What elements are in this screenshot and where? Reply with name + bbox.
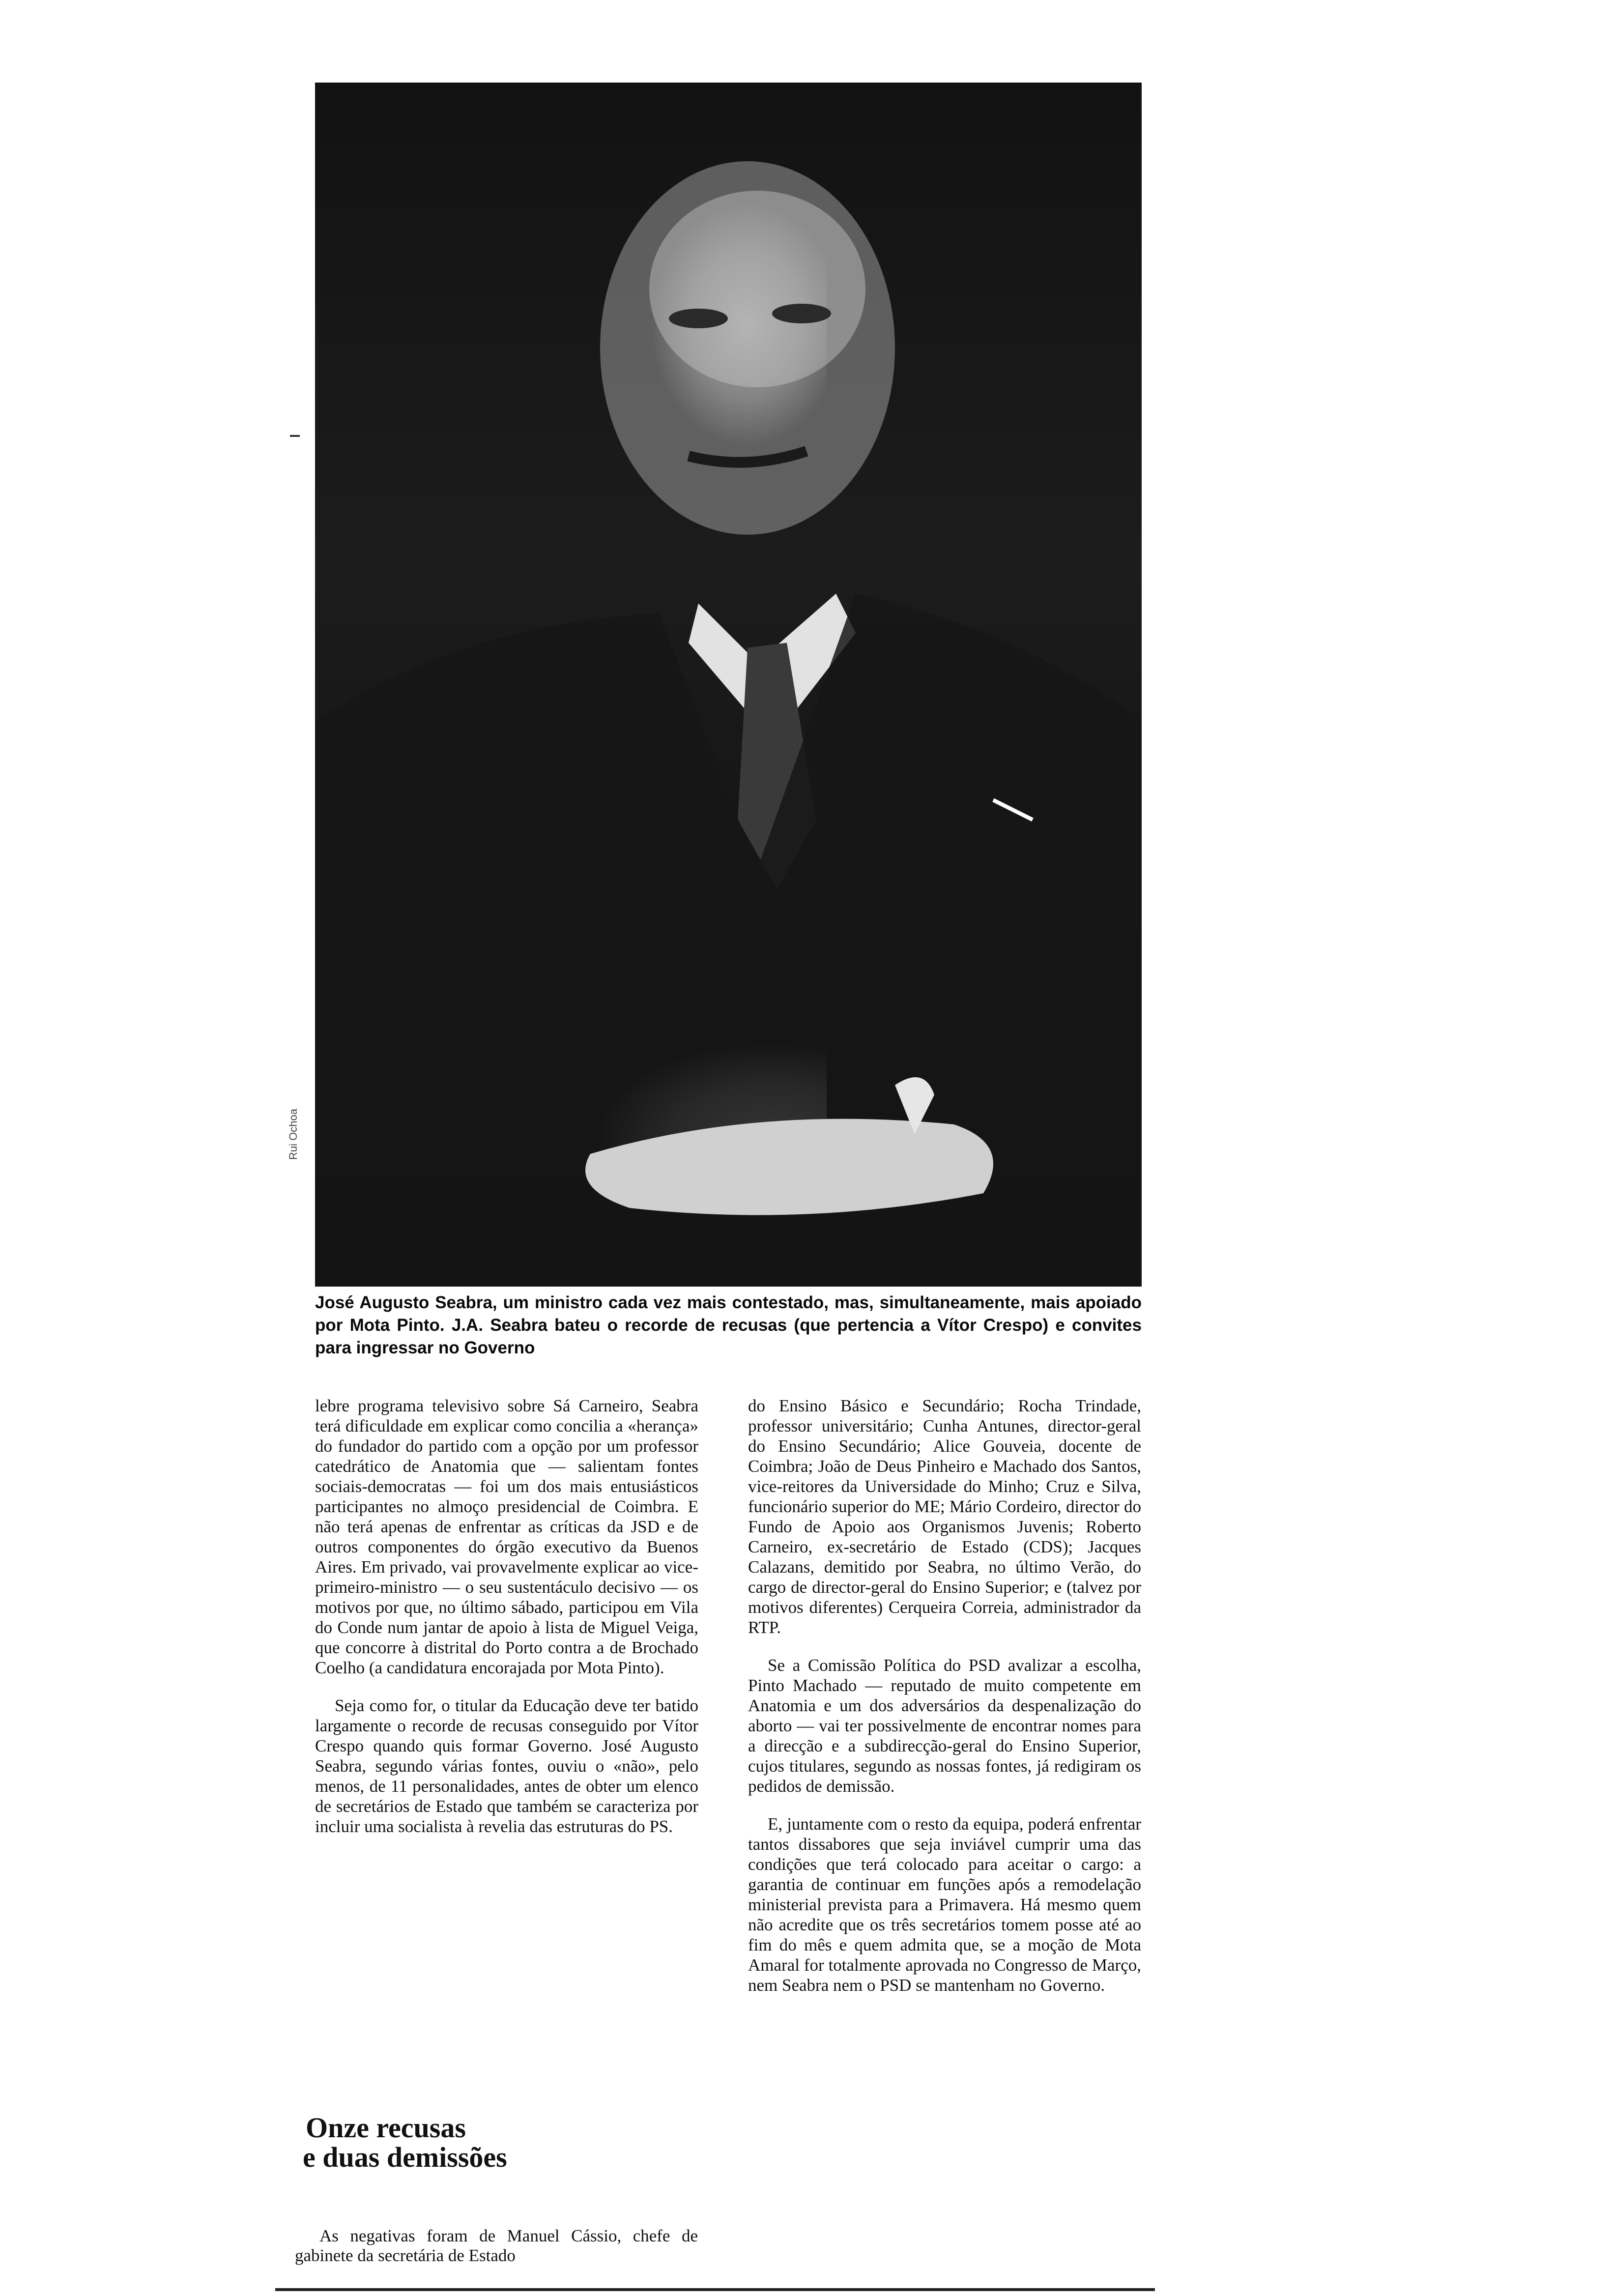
portrait-photo xyxy=(315,83,1142,1287)
article-paragraph: Se a Comissão Política do PSD avalizar a escolha, Pinto Machado — reputado de muito competente em Anatomia e um dos adversários da despenalização do aborto — vai ter possivelmente de encontrar nomes para a direcção e a subdirecção-geral do Ensino Superior, cujos titulares, segundo as nossas fontes, já redigiram os pedidos de demissão. xyxy=(748,1656,1141,1796)
article-column-right xyxy=(748,1396,1141,2013)
article-paragraph: lebre programa televisivo sobre Sá Carneiro, Seabra terá dificuldade em explicar como concilia a «herança» do fundador do partido com a opção por um professor catedrático de Anatomia que — salientam fontes sociais-democratas — foi um dos mais entusiásticos participantes no almoço presidencial de Coimbra. E não terá apenas de enfrentar as críticas da JSD e de outros componentes do órgão executivo da Buenos Aires. Em privado, vai provavelmente explicar ao vice-primeiro-ministro — o seu sustentáculo decisivo — os motivos por que, no último sábado, participou em Vila do Conde num jantar de apoio à lista de Miguel Veiga, que concorre à distrital do Porto contra a de Brochado Coelho (a candidatura encorajada por Mota Pinto). xyxy=(315,1396,698,1677)
photo-caption: José Augusto Seabra, um ministro cada vez mais contestado, mas, simultaneamente, mais apoiado por Mota Pinto. J.A. Seabra bateu o recorde de recusas (que pertencia a Vítor Crespo) e convites para ingressar no Governo xyxy=(315,1293,1142,1357)
subheading-line-2: e duas demissões xyxy=(303,2141,507,2173)
article-column-left xyxy=(315,1396,698,1854)
photo-credit: Rui Ochoa xyxy=(287,1109,299,1160)
article-paragraph: As negativas foram de Manuel Cássio, chefe de gabinete da secretária de Estado xyxy=(295,2226,698,2265)
forehead-highlight xyxy=(649,191,865,387)
article-paragraph: E, juntamente com o resto da equipa, poderá enfrentar tantos dissabores que seja inviável cumprir uma das condições que terá colocado para aceitar o cargo: a garantia de continuar em funções após a remodelação ministerial prevista para a Primavera. Há mesmo quem não acredite que os três secretários tomem posse até ao fim do mês e quem admita que, se a moção de Mota Amaral for totalmente aprovada no Congresso de Março, nem Seabra nem o PSD se mantenham no Governo. xyxy=(748,1814,1141,1995)
margin-mark xyxy=(290,435,300,437)
article-paragraph: Seja como for, o titular da Educação deve ter batido largamente o recorde de recusas conseguido por Vítor Crespo quando quis formar Governo. José Augusto Seabra, segundo várias fontes, ouviu o «não», pelo menos, de 11 personalidades, antes de obter um elenco de secretários de Estado que também se caracteriza por incluir uma socialista à revelia das estruturas do PS. xyxy=(315,1696,698,1836)
left-eye xyxy=(669,309,728,328)
right-eye xyxy=(772,304,831,323)
bottom-rule xyxy=(275,2288,1155,2291)
subheading-line-1: Onze recusas xyxy=(306,2112,466,2144)
section-subheading xyxy=(295,2113,688,2172)
article-paragraph: do Ensino Básico e Secundário; Rocha Trindade, professor universitário; Cunha Antunes, director-geral do Ensino Secundário; Alice Gouveia, docente de Coimbra; João de Deus Pinheiro e Machado dos Santos, vice-reitores da Universidade do Minho; Cruz e Silva, funcionário superior do ME; Mário Cordeiro, director do Fundo de Apoio aos Organismos Juvenis; Roberto Carneiro, ex-secretário de Estado (CDS); Jacques Calazans, demitido por Seabra, no último Verão, do cargo de director-geral do Ensino Superior; e (talvez por motivos diferentes) Cerqueira Correia, administrador da RTP. xyxy=(748,1396,1141,1637)
photo-illustration xyxy=(315,83,1142,1287)
article-column-left-tail xyxy=(295,2226,698,2266)
